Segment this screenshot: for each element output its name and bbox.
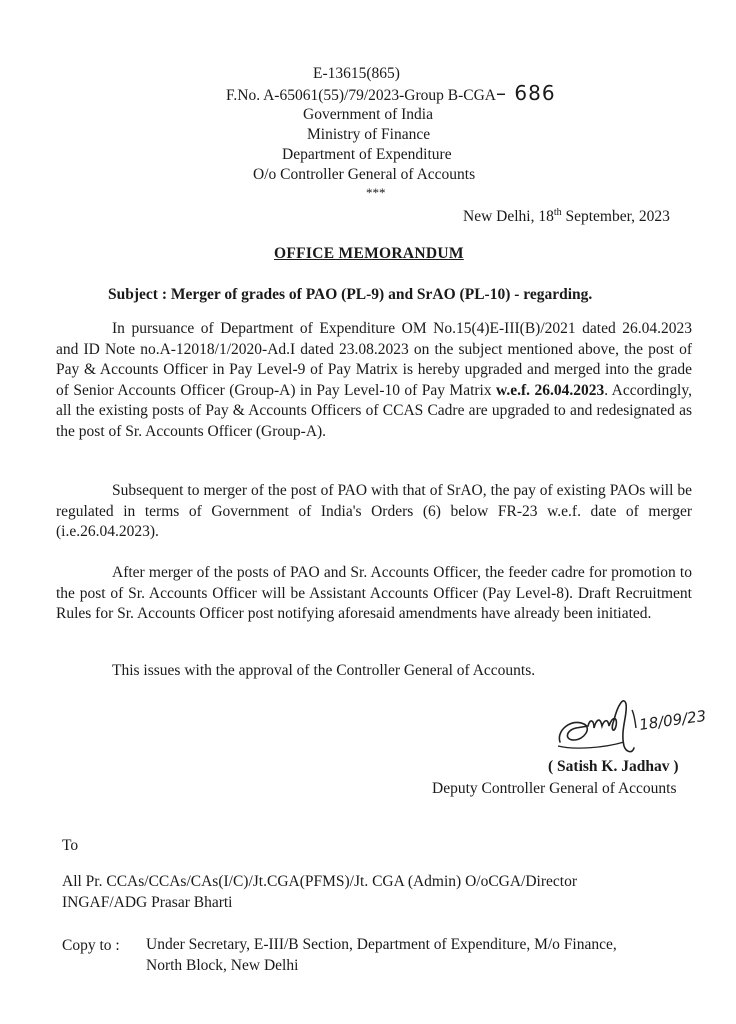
signatory-name: ( Satish K. Jadhav ) bbox=[548, 758, 679, 775]
ministry-label: Ministry of Finance bbox=[307, 126, 431, 143]
file-number-handwritten: – 686 bbox=[496, 81, 556, 105]
file-number-text: F.No. A-65061(55)/79/2023-Group B-CGA bbox=[226, 87, 497, 104]
recipients-line-2: INGAF/ADG Prasar Bharti bbox=[62, 893, 233, 911]
office-label: O/o Controller General of Accounts bbox=[253, 166, 476, 183]
body-paragraph-4: This issues with the approval of the Controller General of Accounts. bbox=[112, 662, 536, 679]
memo-subject: Subject : Merger of grades of PAO (PL-9) and SrAO (PL-10) - regarding. bbox=[108, 286, 593, 303]
file-reference: E-13615(865) bbox=[313, 65, 400, 82]
body-paragraph-3 bbox=[56, 563, 692, 625]
department-label: Department of Expenditure bbox=[282, 146, 452, 163]
recipients-list bbox=[62, 872, 577, 913]
paragraph-1-text-b: . Accordingly, all the existing posts of Pay & Accounts Officers of CCAS Cadre are upgraded to and redesignated as the post of Sr. Accounts Officer (Group-A). bbox=[56, 381, 692, 440]
recipients-line-1: All Pr. CCAs/CCAs/CAs(I/C)/Jt.CGA(PFMS)/Jt. CGA (Admin) O/oCGA/Director bbox=[62, 873, 577, 890]
copy-to-line-2: North Block, New Delhi bbox=[146, 956, 299, 974]
government-label: Government of India bbox=[303, 106, 433, 123]
date-place: New Delhi, 18 bbox=[463, 208, 554, 226]
paragraph-1-effective-date: w.e.f. 26.04.2023 bbox=[496, 381, 605, 399]
signatory-designation: Deputy Controller General of Accounts bbox=[432, 780, 677, 797]
date-rest: September, 2023 bbox=[561, 208, 670, 226]
file-number bbox=[226, 81, 556, 105]
paragraph-3-text: After merger of the posts of PAO and Sr. Accounts Officer, the feeder cadre for promotion to the post of Sr. Accounts Officer will be Assistant Accounts Officer (Pay Level-8). Draft Recruitment Rules for Sr. Accounts Officer post notifying aforesaid amendments have already been initiated. bbox=[56, 564, 692, 622]
signature-date: 18/09/23 bbox=[638, 706, 708, 734]
header-stars: *** bbox=[366, 185, 386, 200]
body-paragraph-2 bbox=[56, 481, 692, 543]
copy-to-line-1: Under Secretary, E-III/B Section, Department of Expenditure, M/o Finance, bbox=[146, 936, 617, 953]
body-paragraph-1 bbox=[56, 319, 692, 442]
copy-to-list bbox=[146, 935, 617, 976]
memo-date bbox=[463, 203, 670, 226]
date-suffix: th bbox=[553, 207, 562, 218]
signature-image bbox=[554, 690, 734, 760]
paragraph-1-text-a: In pursuance of Department of Expenditure OM No.15(4)E-III(B)/2021 dated 26.04.2023 and ID Note no.A-12018/1/2020-Ad.I dated 23.08.2023 on the subject mentioned above, the post of Pay & Accounts Officer in Pay Level-9 of Pay Matrix is hereby upgraded and merged into the grade of Senior Accounts Officer (Group-A) in Pay Level-10 of Pay Matrix bbox=[56, 320, 692, 399]
paragraph-2-text: Subsequent to merger of the post of PAO with that of SrAO, the pay of existing PAOs will be regulated in terms of Government of India's Orders (6) below FR-23 w.e.f. date of merger (i.e.26.04.2023). bbox=[56, 482, 692, 540]
to-label: To bbox=[62, 837, 79, 854]
memo-title: OFFICE MEMORANDUM bbox=[274, 245, 464, 262]
copy-to-label: Copy to : bbox=[62, 937, 120, 954]
